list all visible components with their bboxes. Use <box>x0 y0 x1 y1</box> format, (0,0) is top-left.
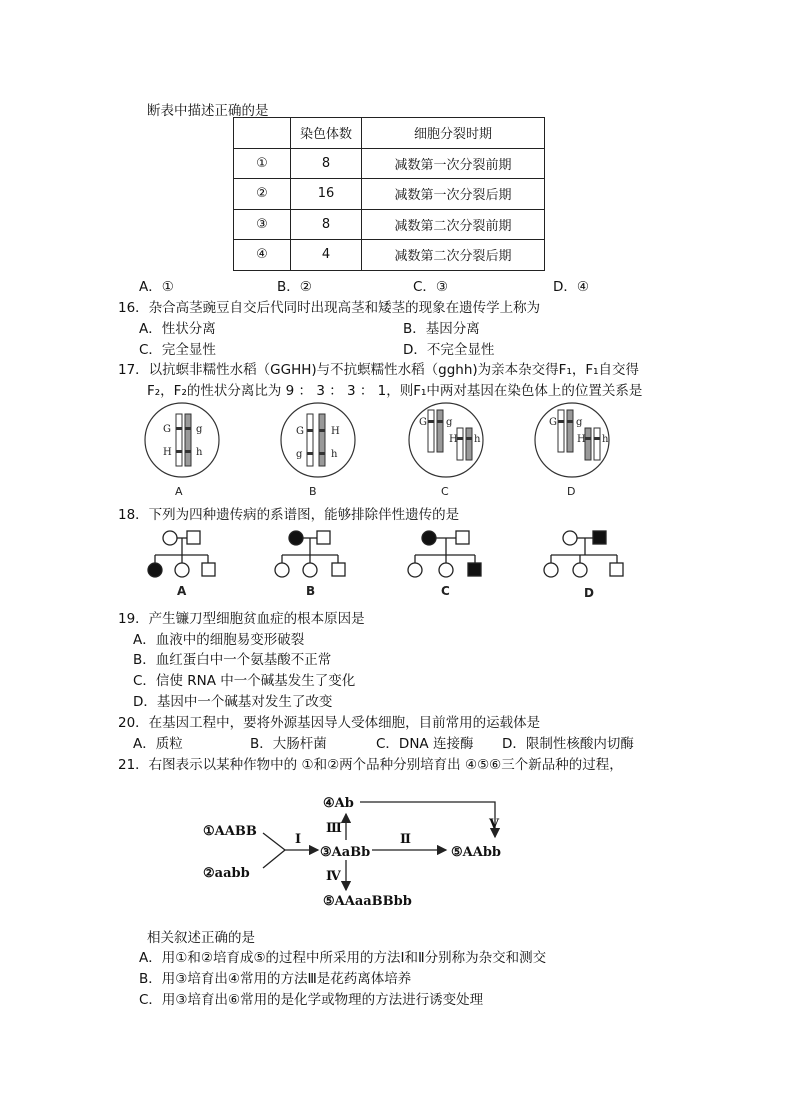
route-2: Ⅱ <box>400 832 411 847</box>
table-cell: 减数第一次分裂前期 <box>362 148 545 179</box>
gene-label: H <box>331 426 340 437</box>
node-6: ⑤AAaaBBbb <box>323 894 412 909</box>
q17-stem-line1: 17．以抗螟非糯性水稻（GGHH)与不抗螟糯性水稻（gghh)为亲本杂交得F₁，F₁自交得 <box>118 362 640 378</box>
pedigree-b <box>275 531 345 577</box>
gene-label: G <box>163 424 171 435</box>
table-cell: ① <box>234 148 291 179</box>
table-cell: 16 <box>291 179 362 210</box>
gene-label: h <box>331 449 338 460</box>
gene-label: H <box>577 434 586 445</box>
pedigree-d <box>544 531 623 577</box>
gene-label: G <box>296 426 304 437</box>
cell-label: B <box>309 485 317 498</box>
cell-label: C <box>441 485 449 498</box>
pedigree-label: B <box>306 584 316 598</box>
q21-breeding-diagram <box>0 780 790 920</box>
q18-stem: 18．下列为四种遗传病的系谱图，能够排除伴性遗传的是 <box>118 507 460 523</box>
pedigree-label: C <box>441 584 450 598</box>
node-5: ⑤AAbb <box>451 845 502 860</box>
gene-label: H <box>449 434 458 445</box>
gene-label: g <box>196 424 203 435</box>
gene-label: g <box>446 417 453 428</box>
gene-label: g <box>576 417 583 428</box>
option-c: C．③ <box>413 279 449 295</box>
q21-lead: 相关叙述正确的是 <box>147 930 255 946</box>
cell-d <box>535 403 609 477</box>
table-cell: ② <box>234 179 291 210</box>
option-c: C．DNA 连接酶 <box>376 736 474 752</box>
gene-label: H <box>163 447 172 458</box>
q17-stem-line2: F₂，F₂的性状分离比为 9 ： 3 ： 3 ： 1，则F₁中两对基因在染色体上的位置关系是 <box>147 383 643 399</box>
option-a: A．血液中的细胞易变形破裂 <box>133 632 305 648</box>
route-3: Ⅲ <box>326 821 342 836</box>
option-b: B．血红蛋白中一个氨基酸不正常 <box>133 652 332 668</box>
q15-lead: 断表中描述正确的是 <box>147 103 269 119</box>
pedigree-c <box>408 531 481 577</box>
option-a: A．质粒 <box>133 736 183 752</box>
option-d: D．不完全显性 <box>403 342 495 358</box>
route-5: Ⅴ <box>489 817 500 832</box>
option-d: D．基因中一个碱基对发生了改变 <box>133 694 333 710</box>
option-b: B．基因分离 <box>403 321 480 337</box>
pedigree-label: D <box>584 586 594 600</box>
gene-label: h <box>474 434 481 445</box>
option-b: B．② <box>277 279 312 295</box>
node-2: ②aabb <box>203 866 250 881</box>
node-4: ④Ab <box>323 796 354 811</box>
table-cell: 8 <box>291 148 362 179</box>
gene-label: g <box>296 449 303 460</box>
q17-cell-diagrams <box>0 0 790 500</box>
table-header: 染色体数 <box>291 118 362 149</box>
table-cell: 减数第二次分裂后期 <box>362 240 545 271</box>
option-c: C．信使 RNA 中一个碱基发生了变化 <box>133 673 356 689</box>
q20-stem: 20．在基因工程中，要将外源基因导人受体细胞，目前常用的运载体是 <box>118 715 541 731</box>
route-4: Ⅳ <box>326 869 341 884</box>
option-c: C．用③培育出⑥常用的是化学或物理的方法进行诱变处理 <box>139 992 484 1008</box>
route-1: Ⅰ <box>295 832 302 847</box>
table-cell: ④ <box>234 240 291 271</box>
cell-label: D <box>567 485 576 498</box>
pedigree-a <box>148 531 215 577</box>
q18-pedigrees <box>0 520 790 605</box>
q21-stem: 21．右图表示以某种作物中的 ①和②两个品种分别培育出 ④⑤⑥三个新品种的过程， <box>118 757 623 773</box>
gene-label: G <box>549 417 557 428</box>
option-c: C．完全显性 <box>139 342 216 358</box>
table-header: 细胞分裂时期 <box>362 118 545 149</box>
cell-c <box>409 403 483 477</box>
option-b: B．大肠杆菌 <box>250 736 327 752</box>
node-1: ①AABB <box>203 824 257 839</box>
option-a: A．用①和②培育成⑤的过程中所采用的方法Ⅰ和Ⅱ分别称为杂交和测交 <box>139 950 547 966</box>
table-cell: 减数第一次分裂后期 <box>362 179 545 210</box>
cell-a <box>145 403 219 477</box>
gene-label: h <box>602 434 609 445</box>
gene-label: h <box>196 447 203 458</box>
option-a: A．性状分离 <box>139 321 216 337</box>
option-b: B．用③培育出④常用的方法Ⅲ是花药离体培养 <box>139 971 412 987</box>
table-cell: 减数第二次分裂前期 <box>362 209 545 240</box>
option-d: D．④ <box>553 279 589 295</box>
option-a: A．① <box>139 279 174 295</box>
table-cell: ③ <box>234 209 291 240</box>
pedigree-label: A <box>177 584 187 598</box>
table-cell: 4 <box>291 240 362 271</box>
q19-stem: 19．产生镰刀型细胞贫血症的根本原因是 <box>118 611 365 627</box>
gene-label: G <box>419 417 427 428</box>
node-3: ③AaBb <box>320 845 371 860</box>
cell-label: A <box>175 485 183 498</box>
q16-stem: 16．杂合高茎豌豆自交后代同时出现高茎和矮茎的现象在遗传学上称为 <box>118 300 541 316</box>
cell-b <box>281 403 355 477</box>
option-d: D．限制性核酸内切酶 <box>502 736 634 752</box>
table-cell: 8 <box>291 209 362 240</box>
